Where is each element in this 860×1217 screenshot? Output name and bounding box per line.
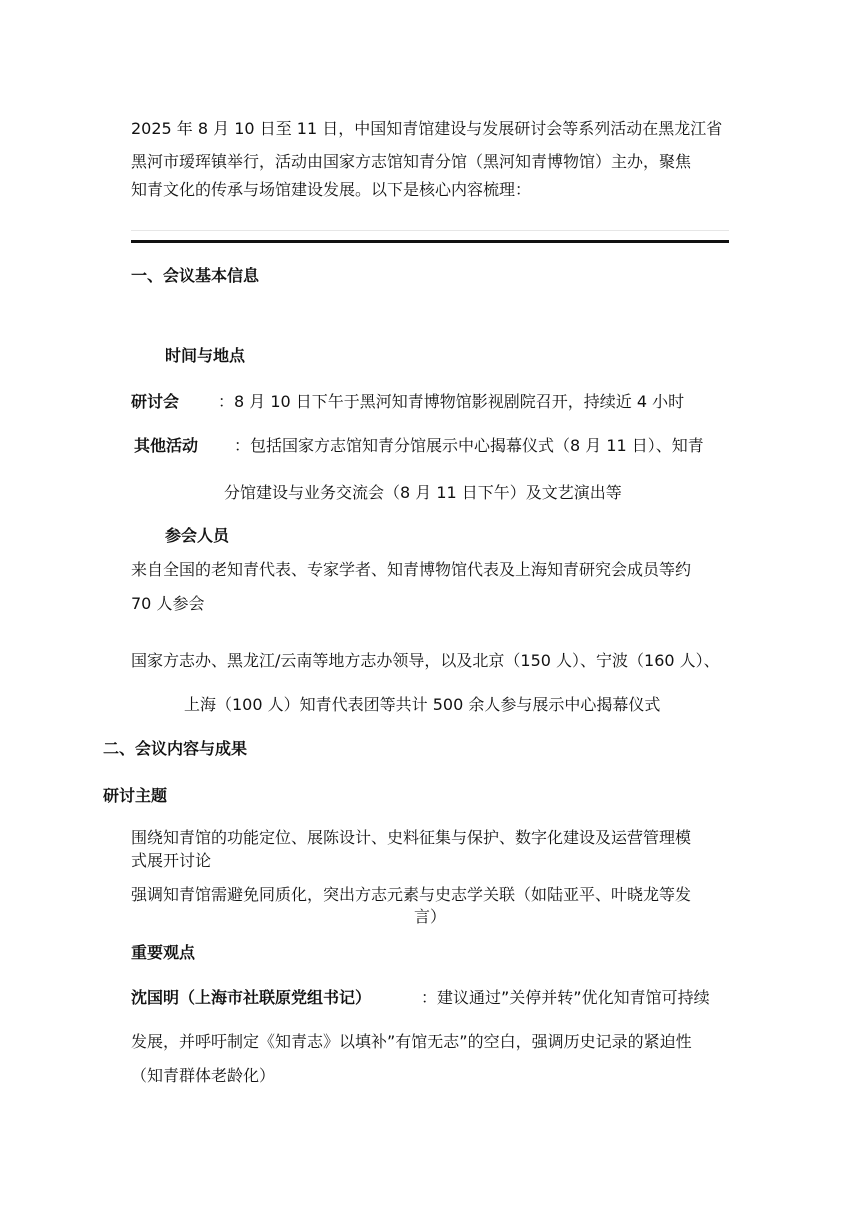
attendees-p2-line-1: 国家方志办、黑龙江/云南等地方志办领导，以及北京（150 人）、宁波（160 人）、 bbox=[131, 651, 720, 670]
other-activities-text-1: ：包括国家方志馆知青分馆展示中心揭幕仪式（8 月 11 日）、知青 bbox=[234, 436, 704, 455]
topics-p1-line-2: 式展开讨论 bbox=[131, 851, 212, 870]
time-place-subheading: 时间与地点 bbox=[165, 346, 246, 365]
divider-thick bbox=[131, 240, 729, 243]
viewpoint-text-3: （知青群体老龄化） bbox=[131, 1066, 276, 1085]
intro-line-2: 黑河市瑷珲镇举行，活动由国家方志馆知青分馆（黑河知青博物馆）主办，聚焦 bbox=[131, 152, 692, 171]
attendees-p2-line-2: 上海（100 人）知青代表团等共计 500 余人参与展示中心揭幕仪式 bbox=[184, 695, 661, 714]
viewpoint-text-1: ：建议通过”关停并转”优化知青馆可持续 bbox=[421, 988, 710, 1007]
speaker-name: 沈国明（上海市社联原党组书记） bbox=[131, 988, 372, 1007]
topics-subheading: 研讨主题 bbox=[103, 786, 168, 805]
intro-line-3: 知青文化的传承与场馆建设发展。以下是核心内容梳理： bbox=[131, 180, 532, 199]
section-2-heading: 二、会议内容与成果 bbox=[103, 739, 248, 758]
section-1-heading: 一、会议基本信息 bbox=[131, 266, 260, 285]
attendees-subheading: 参会人员 bbox=[165, 526, 230, 545]
other-activities-label: 其他活动 bbox=[134, 436, 199, 455]
topics-p1-line-1: 围绕知青馆的功能定位、展陈设计、史料征集与保护、数字化建设及运营管理模 bbox=[131, 828, 692, 847]
attendees-p1-line-1: 来自全国的老知青代表、专家学者、知青博物馆代表及上海知青研究会成员等约 bbox=[131, 560, 692, 579]
seminar-label: 研讨会 bbox=[131, 392, 180, 411]
intro-line-1: 2025 年 8 月 10 日至 11 日，中国知青馆建设与发展研讨会等系列活动在黑龙江省 bbox=[131, 119, 723, 138]
viewpoints-subheading: 重要观点 bbox=[131, 943, 196, 962]
attendees-p1-line-2: 70 人参会 bbox=[131, 594, 205, 613]
divider-thin bbox=[131, 230, 729, 231]
viewpoint-text-2: 发展，并呼吁制定《知青志》以填补”有馆无志”的空白，强调历史记录的紧迫性 bbox=[131, 1032, 692, 1051]
seminar-text: ：8 月 10 日下午于黑河知青博物馆影视剧院召开，持续近 4 小时 bbox=[218, 392, 685, 411]
other-activities-text-2: 分馆建设与业务交流会（8 月 11 日下午）及文艺演出等 bbox=[224, 483, 622, 502]
topics-p2-line-1: 强调知青馆需避免同质化，突出方志元素与史志学关联（如陆亚平、叶晓龙等发 bbox=[131, 885, 692, 904]
topics-p2-line-2: 言） bbox=[414, 907, 447, 926]
